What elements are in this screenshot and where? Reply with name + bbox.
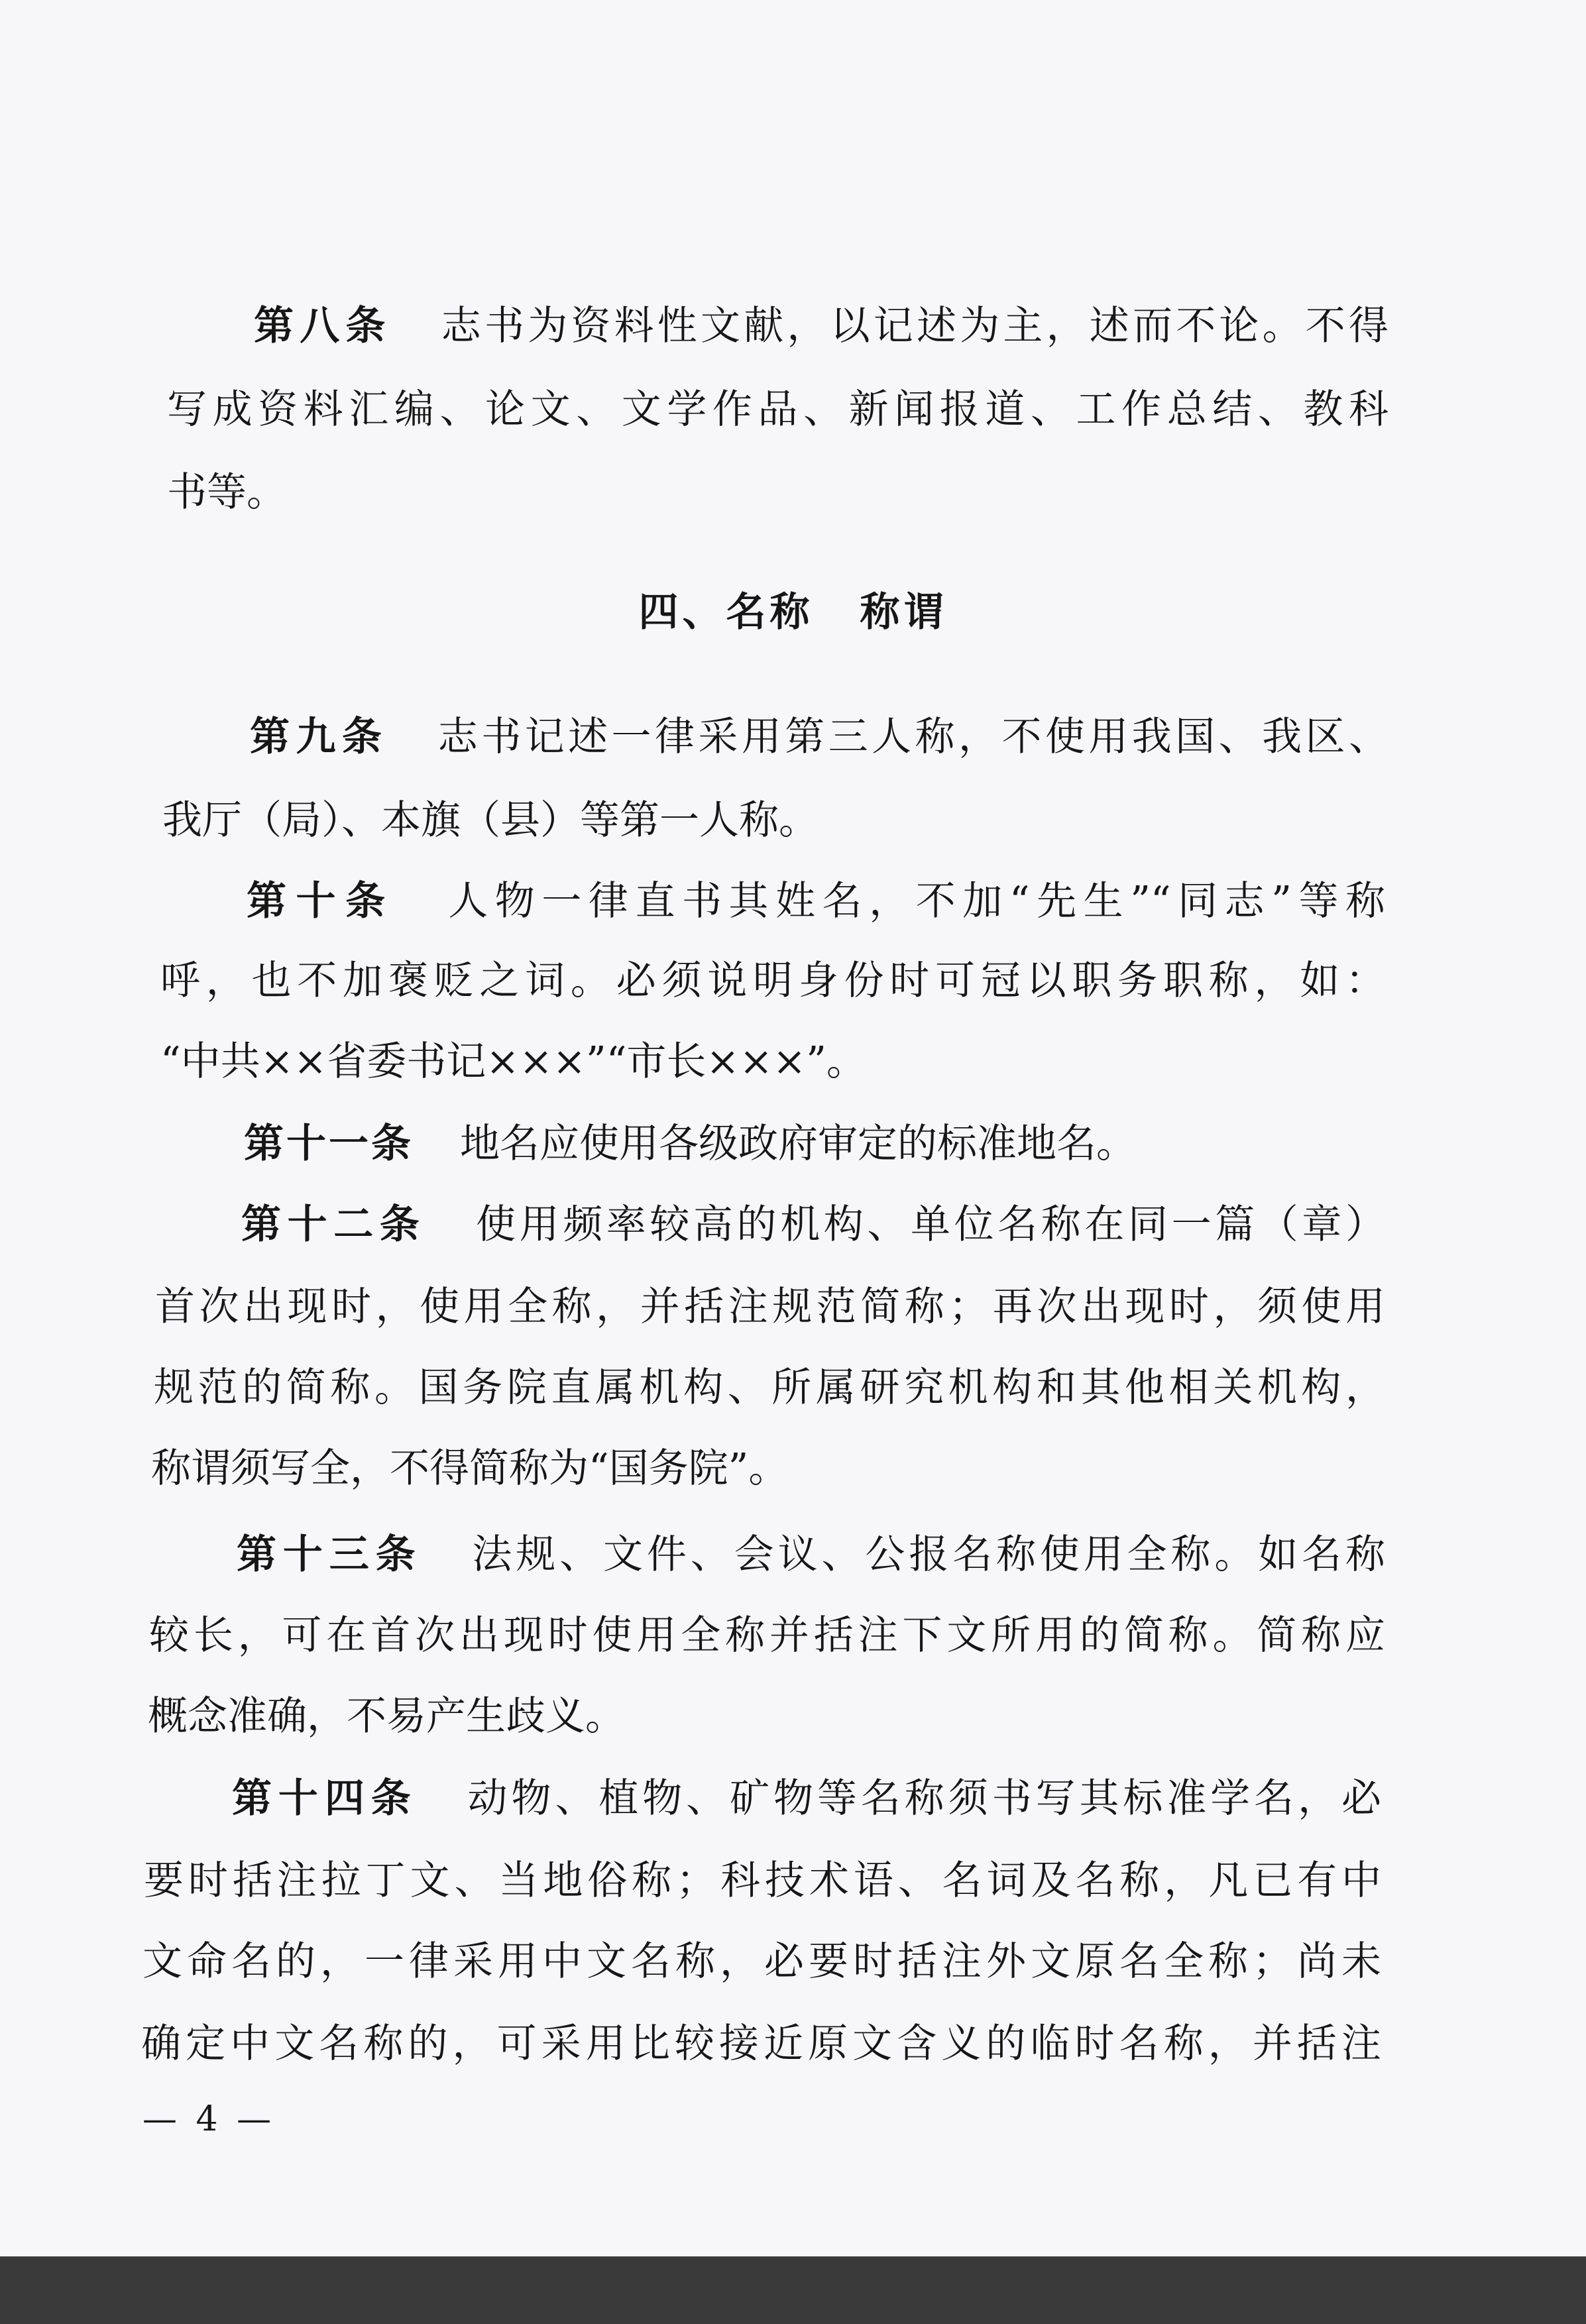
bottom-bar	[0, 2256, 1586, 2324]
section-heading: 四、名称 称谓	[638, 589, 948, 636]
article-12-line-2: 首次出现时，使用全称，并括注规范简称；再次出现时，须使用	[155, 1284, 1385, 1330]
article-8-line-3: 书等。	[167, 469, 286, 516]
article-13-line-3: 概念准确，不易产生歧义。	[148, 1693, 625, 1740]
article-11-line-1: 第十一条 地名应使用各级政府审定的标准地名。	[244, 1121, 1136, 1167]
article-8-line-2: 写成资料汇编、论文、文学作品、新闻报道、工作总结、教科	[167, 386, 1388, 433]
article-14-line-3: 文命名的，一律采用中文名称，必要时括注外文原名全称；尚未	[142, 1938, 1381, 1985]
article-14-line-4: 确定中文名称的，可采用比较接近原文含义的临时名称，并括注	[141, 2020, 1381, 2067]
article-8-line-1: 第八条 志书为资料性文献，以记述为主，述而不论。不得	[254, 303, 1389, 349]
page-number: — 4 —	[142, 2099, 276, 2139]
article-8-label: 第八条	[254, 303, 392, 349]
article-9-line-1: 第九条 志书记述一律采用第三人称，不使用我国、我区、	[250, 714, 1389, 760]
article-14-line-2: 要时括注拉丁文、当地俗称；科技术语、名词及名称，凡已有中	[144, 1857, 1381, 1904]
article-14-label: 第十四条	[232, 1775, 418, 1822]
article-10-line-3: “中共××省委书记×××”“市长×××”。	[160, 1038, 866, 1085]
article-9-label: 第九条	[250, 714, 388, 760]
article-9-line-2: 我厅（局）、本旗（县）等第一人称。	[162, 797, 819, 844]
article-12-line-4: 称谓须写全，不得简称为“国务院”。	[151, 1445, 789, 1492]
article-10-line-2: 呼，也不加褒贬之词。必须说明身份时可冠以职务职称，如：	[160, 958, 1385, 1004]
article-12-label: 第十二条	[241, 1201, 426, 1248]
article-12-line-1: 第十二条 使用频率较高的机构、单位名称在同一篇（章）	[241, 1201, 1386, 1248]
article-12-line-3: 规范的简称。国务院直属机构、所属研究机构和其他相关机构，	[154, 1364, 1385, 1411]
article-10-line-1: 第十条 人物一律直书其姓名，不加“先生”“同志”等称	[247, 878, 1386, 924]
article-13-line-2: 较长，可在首次出现时使用全称并括注下文所用的简称。简称应	[149, 1612, 1385, 1659]
article-13-label: 第十三条	[237, 1531, 422, 1578]
article-14-line-1: 第十四条 动物、植物、矿物等名称须书写其标准学名，必	[232, 1775, 1382, 1822]
article-13-line-1: 第十三条 法规、文件、会议、公报名称使用全称。如名称	[237, 1531, 1386, 1578]
article-10-label: 第十条	[247, 878, 395, 924]
article-11-label: 第十一条	[244, 1121, 414, 1167]
